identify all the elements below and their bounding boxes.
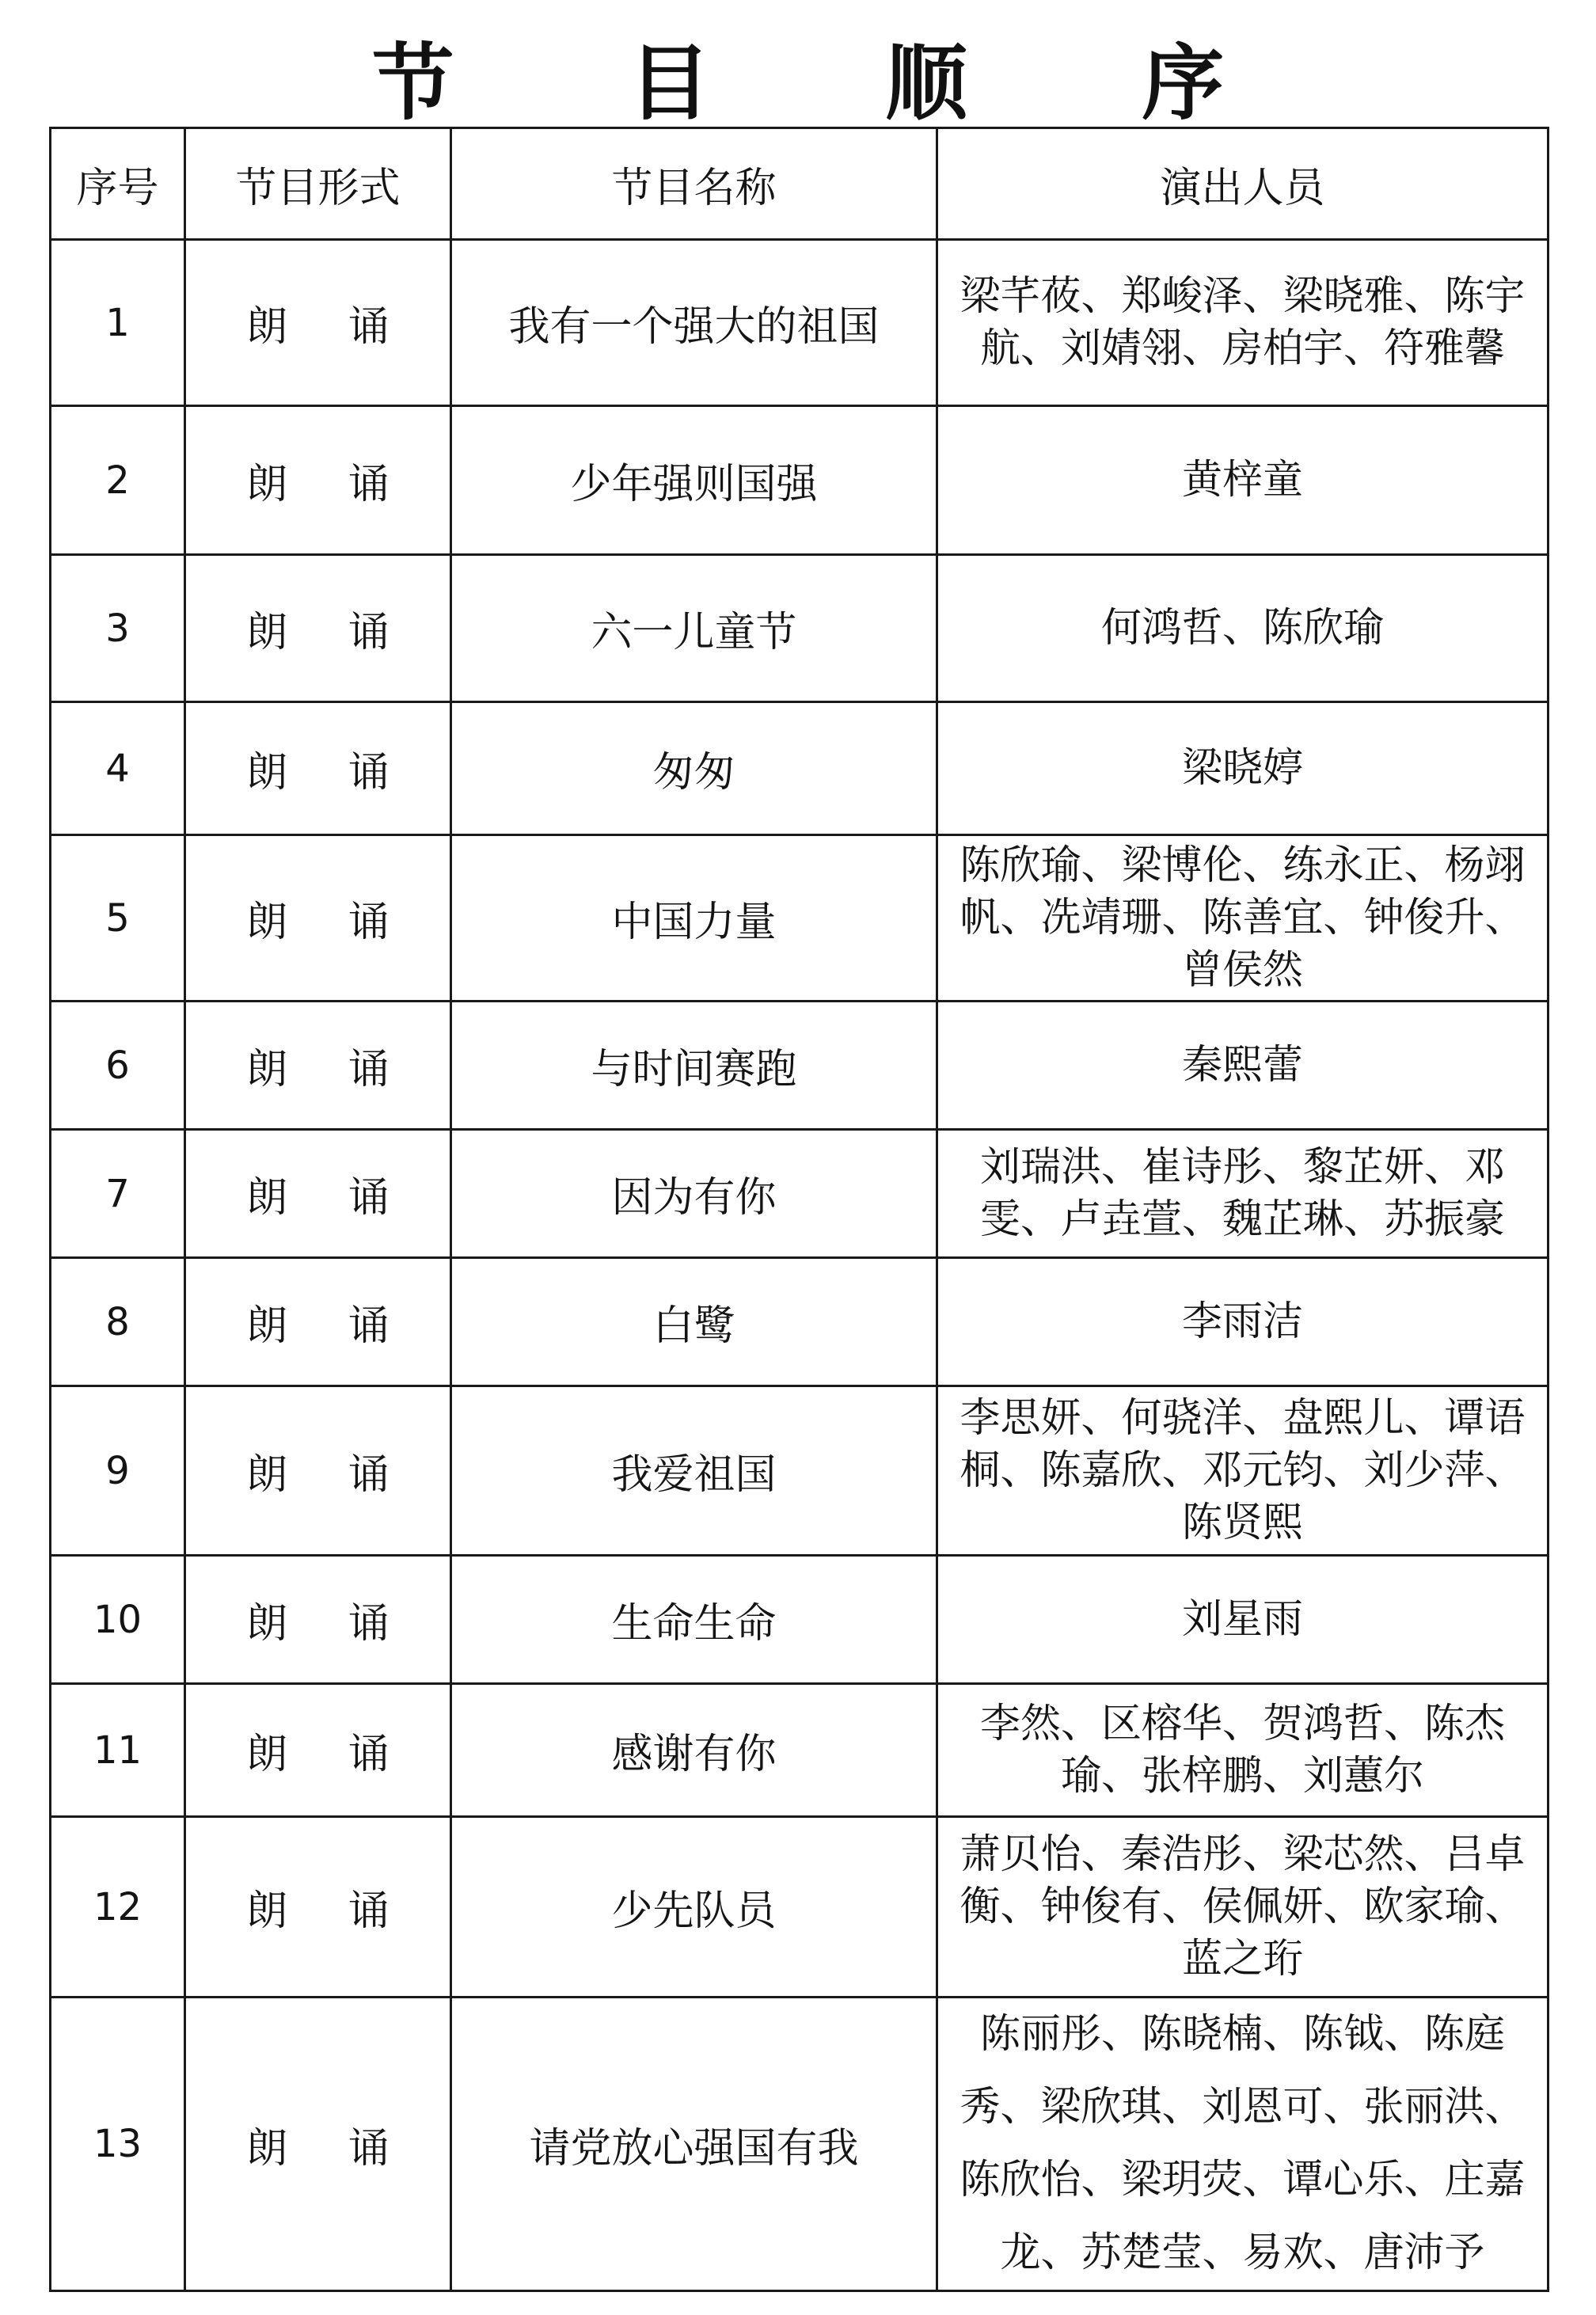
row-program-type: 朗 诵 [185, 1130, 451, 1258]
row-performers: 刘星雨 [937, 1556, 1548, 1684]
row-number: 11 [51, 1684, 185, 1817]
row-number: 7 [51, 1130, 185, 1258]
row-program-type: 朗 诵 [185, 1258, 451, 1386]
table-row [51, 1130, 1548, 1258]
row-program-type: 朗 诵 [185, 835, 451, 1002]
row-program-name: 白鹭 [451, 1258, 937, 1386]
row-program-name: 因为有你 [451, 1130, 937, 1258]
row-program-name: 生命生命 [451, 1556, 937, 1684]
table-header-row [51, 128, 1548, 240]
row-performers: 刘瑞洪、崔诗彤、黎芷妍、邓雯、卢垚萱、魏芷琳、苏振豪 [937, 1130, 1548, 1258]
row-performers: 李雨洁 [937, 1258, 1548, 1386]
row-performers: 陈丽彤、陈晓楠、陈钺、陈庭秀、梁欣琪、刘恩可、张丽洪、陈欣怡、梁玥荧、谭心乐、庄嘉龙、苏楚莹、易欢、唐沛予 [937, 1998, 1548, 2291]
row-program-name: 少先队员 [451, 1817, 937, 1998]
table-row [51, 1817, 1548, 1998]
table-row [51, 406, 1548, 555]
table-row [51, 240, 1548, 406]
header-performers: 演出人员 [937, 128, 1548, 240]
page-title: 节 目 顺 序 [371, 35, 1298, 131]
row-number: 13 [51, 1998, 185, 2291]
table-row [51, 835, 1548, 1002]
row-performers: 梁晓婷 [937, 702, 1548, 835]
row-program-type: 朗 诵 [185, 240, 451, 406]
table-row [51, 1684, 1548, 1817]
row-number: 5 [51, 835, 185, 1002]
row-program-type: 朗 诵 [185, 1998, 451, 2291]
program-table [49, 127, 1549, 2292]
row-performers: 秦熙蕾 [937, 1002, 1548, 1130]
row-program-type: 朗 诵 [185, 1684, 451, 1817]
row-performers: 萧贝怡、秦浩彤、梁芯然、吕卓衡、钟俊有、侯佩妍、欧家瑜、蓝之珩 [937, 1817, 1548, 1998]
row-program-name: 感谢有你 [451, 1684, 937, 1817]
row-number: 12 [51, 1817, 185, 1998]
row-program-name: 我有一个强大的祖国 [451, 240, 937, 406]
row-performers: 黄梓童 [937, 406, 1548, 555]
row-program-name: 中国力量 [451, 835, 937, 1002]
row-program-name: 匆匆 [451, 702, 937, 835]
row-program-name: 少年强则国强 [451, 406, 937, 555]
row-performers: 李思妍、何骁洋、盘熙儿、谭语桐、陈嘉欣、邓元钧、刘少萍、陈贤熙 [937, 1386, 1548, 1556]
row-number: 3 [51, 555, 185, 702]
row-number: 6 [51, 1002, 185, 1130]
header-program-type: 节目形式 [185, 128, 451, 240]
row-number: 9 [51, 1386, 185, 1556]
row-program-type: 朗 诵 [185, 1817, 451, 1998]
table-row [51, 1556, 1548, 1684]
row-program-type: 朗 诵 [185, 555, 451, 702]
row-program-type: 朗 诵 [185, 1386, 451, 1556]
row-number: 2 [51, 406, 185, 555]
row-performers: 李然、区榕华、贺鸿哲、陈杰瑜、张梓鹏、刘蕙尔 [937, 1684, 1548, 1817]
row-performers: 陈欣瑜、梁博伦、练永正、杨翊帆、冼靖珊、陈善宜、钟俊升、曾侯然 [937, 835, 1548, 1002]
row-program-type: 朗 诵 [185, 406, 451, 555]
table-row [51, 1998, 1548, 2291]
row-program-name: 六一儿童节 [451, 555, 937, 702]
row-program-type: 朗 诵 [185, 1002, 451, 1130]
table-row [51, 1386, 1548, 1556]
header-number: 序号 [51, 128, 185, 240]
row-program-name: 与时间赛跑 [451, 1002, 937, 1130]
row-number: 10 [51, 1556, 185, 1684]
table-row [51, 702, 1548, 835]
table-row [51, 555, 1548, 702]
row-performers: 何鸿哲、陈欣瑜 [937, 555, 1548, 702]
row-number: 8 [51, 1258, 185, 1386]
table-row [51, 1258, 1548, 1386]
row-performers: 梁芊莜、郑峻泽、梁晓雅、陈宇航、刘婧翎、房柏宇、符雅馨 [937, 240, 1548, 406]
row-program-type: 朗 诵 [185, 1556, 451, 1684]
table-row [51, 1002, 1548, 1130]
row-number: 4 [51, 702, 185, 835]
row-number: 1 [51, 240, 185, 406]
row-program-name: 请党放心强国有我 [451, 1998, 937, 2291]
row-program-type: 朗 诵 [185, 702, 451, 835]
header-program-name: 节目名称 [451, 128, 937, 240]
row-program-name: 我爱祖国 [451, 1386, 937, 1556]
